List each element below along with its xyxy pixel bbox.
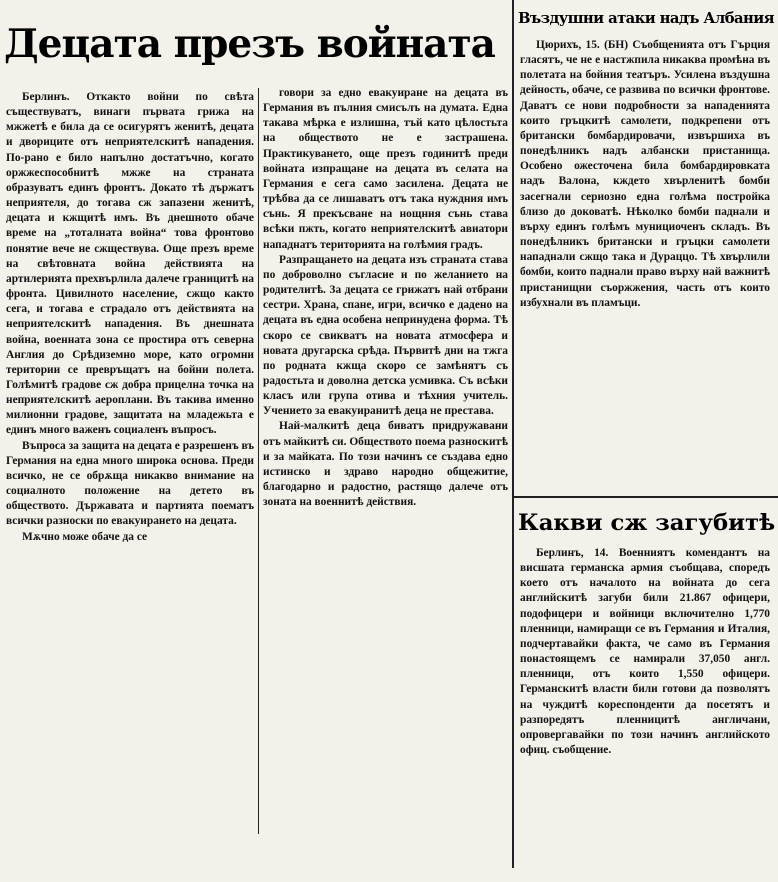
albania-headline: Въздушни атаки надъ Албания [518, 10, 774, 27]
paragraph: Берлинъ, 14. Военниятъ комендантъ на висшата германска армия съобщава, споредъ което отъ началото на войната до сега английскитѣ загуби били 21.867 офицери, подофицери и войници включително 1,770 пленници, намиращи се въ Германия и Италия, подчертавайки факта, че само въ Германия понастоящемъ се намирали 37,050 англ. пленници, отъ които 1,550 офицери. Германскитѣ власти били готови да позволятъ на чуждитѣ кореспонденти да посетятъ и разпоредятъ пленницитѣ англичани, опровергавайки по този начинъ английското офиц. съобщение. [520, 547, 770, 757]
paragraph: Цюрихъ, 15. (БН) Съобщенията отъ Гърция гласятъ, че не е настжпила никаква промѣна въ полетата на бойния театъръ. Усилена въздушна дейность, обаче, се развива по всички фронтове. Даватъ се нови подробности за нападенията които гръцкитѣ самолети, подкрепени отъ британски бомбардировачи, извършиха въ понедѣлникъ надъ албански пристанища. Особено ожесточена била бомбардировката надъ Валона, кждето хвърленитѣ бомби засегнали сериозно една голѣма постройка близо до доковатѣ. Нѣколко бомби паднали и върху единъ голѣмъ мунициоченъ складъ. Въ понедѣлникъ британски и гръцки самолети нападнали сжщо така и Дураццо. Тѣ хвърлили бомби, които паднали право върху най важнитѣ пристанищни съоржжения, часть отъ които избухнали въ пламъци. [520, 39, 770, 309]
paragraph: говори за едно евакуиране на децата въ Германия въ пълния смисълъ на думата. Една такава мѣрка е излишна, тъй като цѣлостьта на обществото не е застрашена. Практикуването, още презъ годинитѣ преди войната изпращане на децата въ селата на Германия е сега само засилена. Децата не трѣбва да се лишаватъ отъ така нуждния имъ сънь. Я прекъсване на нощния сънь става всѣки пжть, когато неприятелскитѣ авиатори нападнатъ територията на голѣмия градъ. [263, 87, 508, 251]
paragraph: Берлинъ. Откакто войни по свѣта съществуватъ, винаги първата грижа на мжжетѣ е била да се осигурятъ женитѣ, децата и двориците отъ неприятелскитѣ нападения. По-рано е било напълно достатъчно, когато оржжеспособнитѣ мжже на страната образуватъ единъ фронтъ. Докато тѣ държатъ неприятеля, до тогава сж запазени женитѣ, децата и кжщитѣ имъ. Въ днешното обаче време на „тоталната война“ това фронтово понятие вече не сжществува. Още презъ време на свѣтовната война действията на артилерията прехвърлила далече границитѣ на фронта. Цивилното население, сжщо както сега, и тогава е страдало отъ действията на неприятелскитѣ нападения. Въ днешната война, военната зона се простира отъ северна Англия до Срѣдиземно море, като огромни територии се превръщатъ на бойни полета. Голѣмитѣ градове сж добра прицелна точка на неприятелскитѣ аероплани. Въ такива именно милионни градове, защитата на младежьта е единъ много важенъ социаленъ въпросъ. [6, 91, 254, 437]
losses-column [520, 546, 770, 868]
children-column-2 [263, 86, 508, 838]
section-divider [514, 496, 778, 498]
paragraph: Най-малкитѣ деца биватъ придружавани отъ майкитѣ си. Обществото поема разноскитѣ и за майката. По този начинъ се създава едно истинско и здраво народно общежитие, благодарно и радостно, растящо далече отъ зоната на военнитѣ действия. [263, 420, 508, 509]
column-rule-2 [512, 0, 514, 868]
paragraph: Разпращането на децата изъ страната става по доброволно съгласие и по желанието на родителитѣ. За децата се грижатъ най отбрани сестри. Храна, спане, игри, всичко е дадено на децата въ една особена непринудена форма. Тѣ скоро се свикватъ на новата атмосфера и новата другарска срѣда. Първитѣ дни на тжга по родната кжща скоро се замѣнятъ съ радостьта и доволна детска усмивка. Съ всѣки класъ или група отива и тѣхния учитель. Учението за евакуиранитѣ деца не престава. [263, 253, 508, 418]
column-rule-1 [258, 88, 259, 834]
children-column-1 [6, 90, 254, 838]
paragraph: Мѫчно може обаче да се [22, 530, 148, 543]
albania-column [520, 38, 770, 494]
children-headline: Децата презъ войната [4, 21, 495, 67]
losses-headline: Какви сж загубитѣ [518, 510, 776, 536]
paragraph: Въпроса за защита на децата е разрешенъ въ Германия на една много широка основа. Преди всичко, не се обрѫща никакво внимание на социалното положение на детето въ обществото. Държавата и партията поематъ всички разноски по евакуирането на децата. [6, 439, 254, 528]
